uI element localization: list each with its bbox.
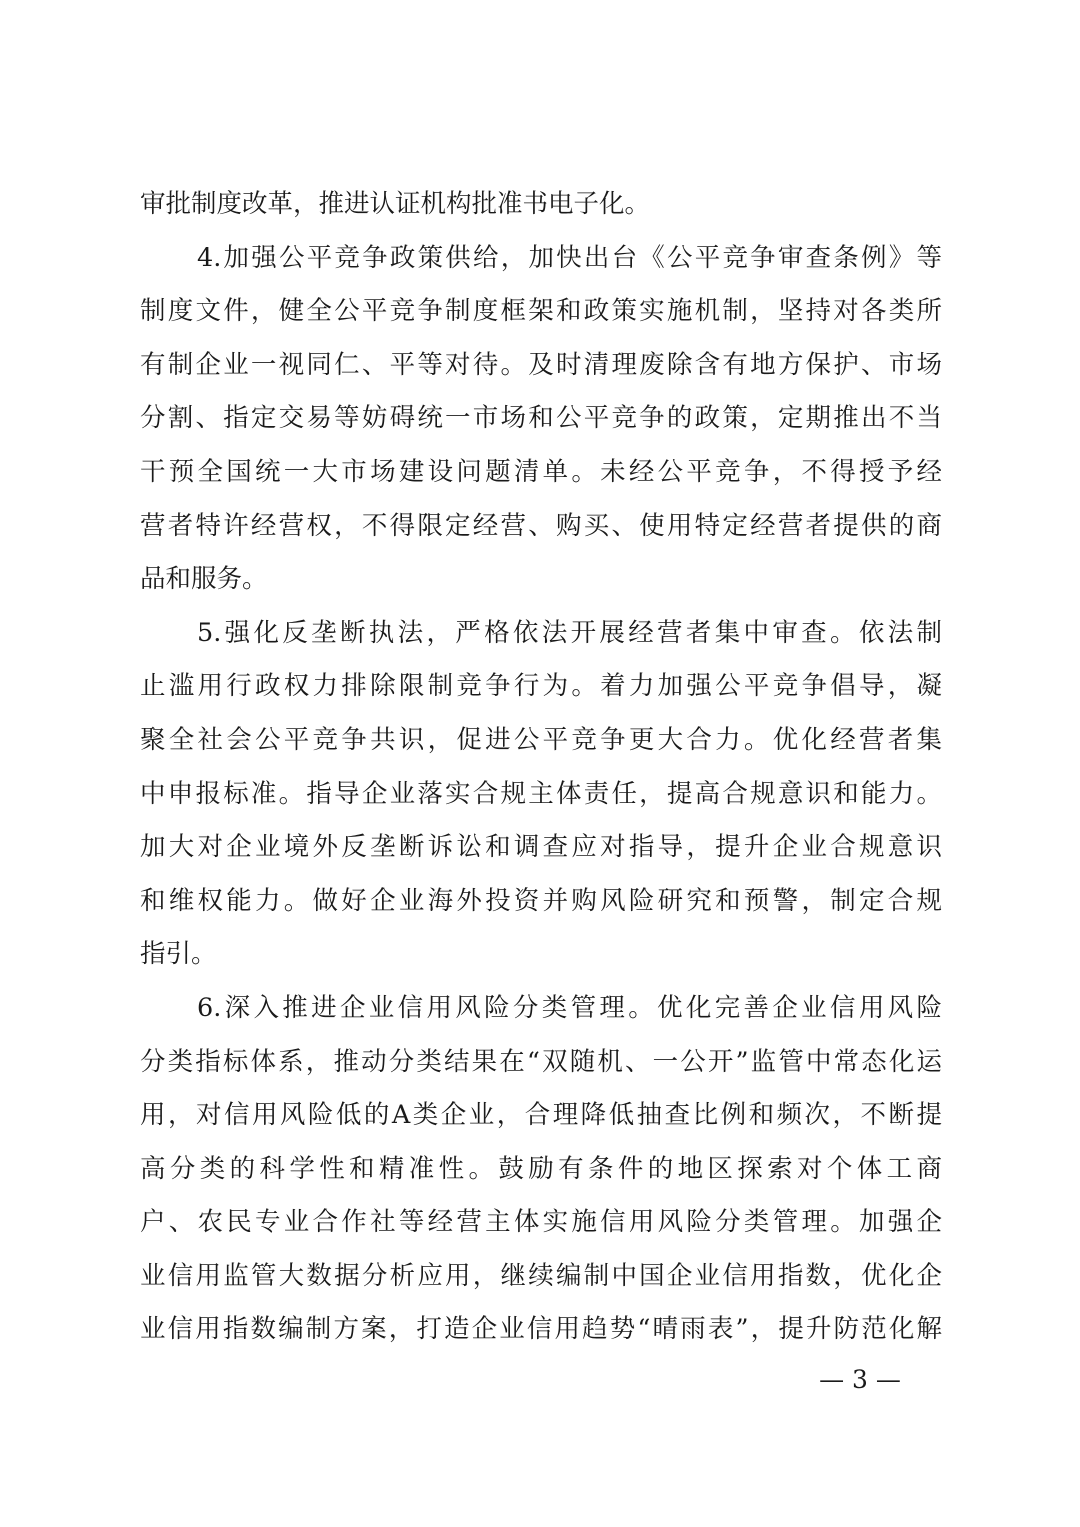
paragraph-line: 高分类的科学性和精准性。鼓励有条件的地区探索对个体工商 (140, 1153, 942, 1184)
paragraph-line: 审批制度改革，推进认证机构批准书电子化。 (140, 189, 651, 219)
paragraph-line: 营者特许经营权，不得限定经营、购买、使用特定经营者提供的商 (140, 510, 942, 541)
paragraph-line: 户、农民专业合作社等经营主体实施信用风险分类管理。加强企 (140, 1207, 942, 1238)
paragraph-line: 用，对信用风险低的A类企业，合理降低抽查比例和频次，不断提 (140, 1100, 942, 1131)
page-number: — 3 — (819, 1365, 901, 1394)
paragraph-line: 业信用监管大数据分析应用，继续编制中国企业信用指数，优化企 (140, 1260, 942, 1291)
paragraph-line: 中申报标准。指导企业落实合规主体责任，提高合规意识和能力。 (140, 778, 942, 809)
paragraph-line: 和维权能力。做好企业海外投资并购风险研究和预警，制定合规 (140, 885, 942, 916)
paragraph-line: 聚全社会公平竞争共识，促进公平竞争更大合力。优化经营者集 (140, 724, 942, 755)
paragraph-line: 有制企业一视同仁、平等对待。及时清理废除含有地方保护、市场 (140, 349, 942, 380)
paragraph-line: 业信用指数编制方案，打造企业信用趋势“晴雨表”，提升防范化解 (140, 1314, 942, 1345)
paragraph-line: 4.加强公平竞争政策供给，加快出台《公平竞争审查条例》等 (197, 242, 942, 273)
paragraph-line: 加大对企业境外反垄断诉讼和调查应对指导，提升企业合规意识 (140, 832, 942, 863)
paragraph-line: 品和服务。 (140, 564, 268, 595)
paragraph-line: 指引。 (140, 939, 217, 970)
paragraph-line: 分割、指定交易等妨碍统一市场和公平竞争的政策，定期推出不当 (140, 403, 942, 434)
paragraph-line: 6.深入推进企业信用风险分类管理。优化完善企业信用风险 (197, 992, 942, 1023)
paragraph-line: 分类指标体系，推动分类结果在“双随机、一公开”监管中常态化运 (140, 1046, 942, 1077)
paragraph-line: 5.强化反垄断执法，严格依法开展经营者集中审查。依法制 (197, 617, 942, 648)
body-text (140, 178, 942, 1357)
paragraph-line: 制度文件，健全公平竞争制度框架和政策实施机制，坚持对各类所 (140, 296, 942, 327)
paragraph-line: 止滥用行政权力排除限制竞争行为。着力加强公平竞争倡导，凝 (140, 671, 942, 702)
paragraph-line: 干预全国统一大市场建设问题清单。未经公平竞争，不得授予经 (140, 456, 942, 487)
